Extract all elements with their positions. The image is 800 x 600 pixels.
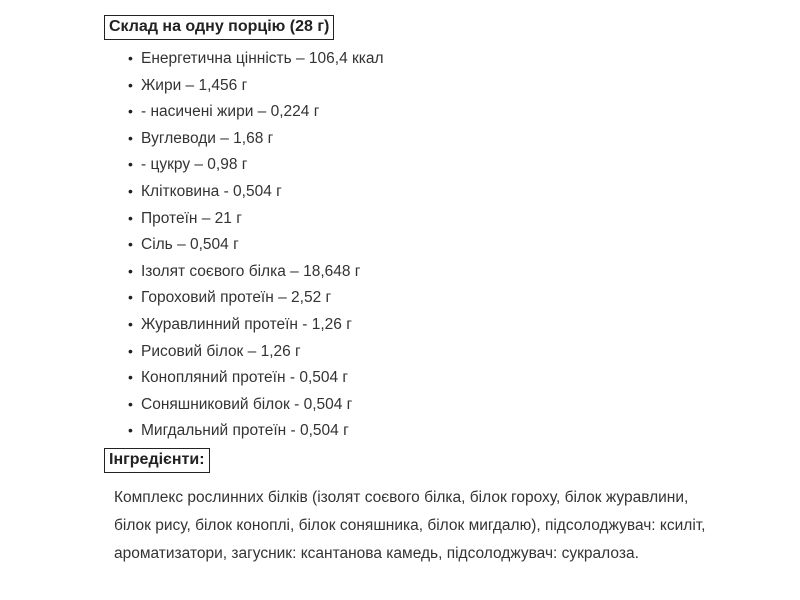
nutrient-text: Енергетична цінність – 106,4 ккал <box>141 50 384 67</box>
bullet-icon: • <box>128 262 133 279</box>
nutrient-text: Клітковина - 0,504 г <box>141 182 282 200</box>
nutrient-item <box>128 284 384 311</box>
nutrient-item <box>128 151 384 178</box>
nutrient-item <box>128 231 384 258</box>
nutrient-text: Соняшниковий білок - 0,504 г <box>141 395 353 413</box>
bullet-icon: • <box>128 369 133 386</box>
bullet-icon: • <box>128 209 133 226</box>
nutrient-item <box>128 311 384 338</box>
ingredients-heading: Інгредієнти: <box>104 448 210 473</box>
bullet-icon: • <box>128 182 133 199</box>
nutrient-item <box>128 205 384 232</box>
ingredients-text: Комплекс рослинних білків (ізолят соєвого білка, білок гороху, білок журавлини, білок рису, білок коноплі, білок соняшника, білок мигдалю), підсолоджувач: ксиліт, ароматизатори, загусник: ксантанова камедь, підсолоджувач: сукралоза. <box>114 489 706 562</box>
nutrient-item <box>128 258 384 285</box>
nutrient-text: Мигдальний протеїн - 0,504 г <box>141 422 349 440</box>
nutrient-text: Протеїн – 21 г <box>141 209 242 227</box>
nutrient-text: Рисовий білок – 1,26 г <box>141 342 301 360</box>
bullet-icon: • <box>128 103 133 120</box>
bullet-icon: • <box>128 156 133 173</box>
nutrient-text: Конопляний протеїн - 0,504 г <box>141 369 349 387</box>
bullet-icon: • <box>128 129 133 146</box>
nutrient-text: Жири – 1,456 г <box>141 76 248 94</box>
nutrient-text: Сіль – 0,504 г <box>141 236 239 254</box>
bullet-icon: • <box>128 342 133 359</box>
nutrient-text: Вуглеводи – 1,68 г <box>141 129 274 147</box>
nutrient-text: Журавлинний протеїн - 1,26 г <box>141 315 352 333</box>
nutrient-item <box>128 45 384 72</box>
bullet-icon: • <box>128 76 133 93</box>
bullet-icon: • <box>128 395 133 412</box>
bullet-icon: • <box>128 315 133 332</box>
nutrient-item <box>128 338 384 365</box>
nutrient-item <box>128 98 384 125</box>
nutrient-list <box>128 45 384 444</box>
bullet-icon: • <box>128 236 133 253</box>
nutrient-item <box>128 417 384 444</box>
nutrition-heading: Склад на одну порцію (28 г) <box>104 15 334 40</box>
nutrient-item <box>128 72 384 99</box>
nutrient-item <box>128 391 384 418</box>
nutrient-text: Ізолят соєвого білка – 18,648 г <box>141 262 361 280</box>
bullet-icon: • <box>128 422 133 439</box>
nutrient-text: - насичені жири – 0,224 г <box>141 103 320 121</box>
bullet-icon: • <box>128 50 133 66</box>
nutrient-item <box>128 125 384 152</box>
nutrient-text: Гороховий протеїн – 2,52 г <box>141 289 332 307</box>
nutrient-text: - цукру – 0,98 г <box>141 156 248 174</box>
nutrient-item <box>128 178 384 205</box>
nutrient-item <box>128 364 384 391</box>
bullet-icon: • <box>128 289 133 306</box>
